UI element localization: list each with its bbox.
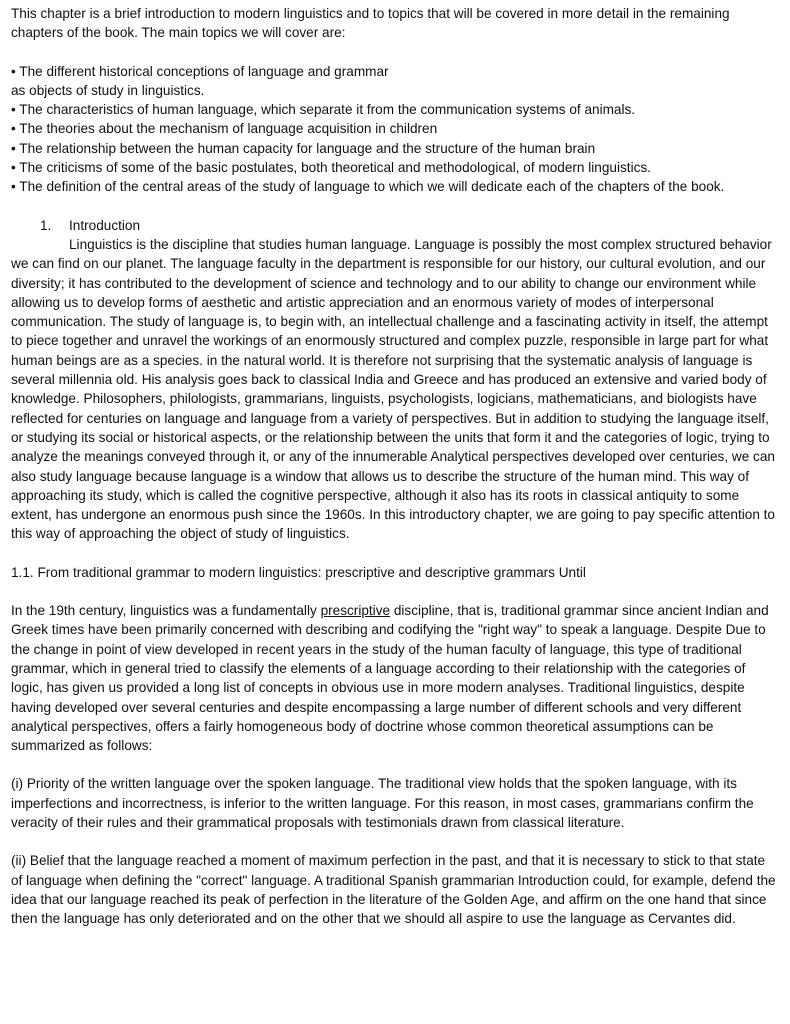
paragraph-text-end: discipline, that is, traditional grammar since ancient Indian and Greek times have been primarily concerned with describing and codifying the "right way" to speak a language. Despite Due to the change in point of view developed in recent years in the study of the human faculty of language, this type of traditional grammar, which in general tried to classify the elements of a language according to their relationship with the categories of logic, has given us provided a long list of concepts in obvious use in more modern analyses. Traditional linguistics, despite having developed over several centuries and despite encompassing a large number of different schools and very different analytical perspectives, offers a fairly homogeneous body of doctrine whose common theoretical assumptions can be summarized as follows: <box>11 603 769 754</box>
section-number: 1. <box>40 217 52 233</box>
spacer <box>11 197 780 216</box>
list-item: • The characteristics of human language, which separate it from the communication systems of animals. <box>11 102 636 118</box>
point-i-paragraph: (i) Priority of the written language over the spoken language. The traditional view holds that the spoken language, with its imperfections and incorrectness, is inferior to the written language. For this reason, in most cases, grammarians confirm the veracity of their rules and their grammatical proposals with testimonials drawn from classical literature. <box>11 776 754 830</box>
list-item: • The theories about the mechanism of language acquisition in children <box>11 121 438 137</box>
list-item: as objects of study in linguistics. <box>11 82 205 98</box>
list-item: • The relationship between the human capacity for language and the structure of the human brain <box>11 140 596 156</box>
underlined-term: prescriptive <box>320 603 391 619</box>
spacer <box>11 544 780 563</box>
spacer <box>11 832 780 851</box>
paragraph-text-start: In the 19th century, linguistics was a fundamentally <box>11 603 321 619</box>
spacer <box>11 582 780 601</box>
section-title: Introduction <box>69 217 141 233</box>
introduction-paragraph: Linguistics is the discipline that studies human language. Language is possibly the most complex structured behavior we can find on our planet. The language faculty in the department is responsible for our history, our cultural evolution, and our diversity; it has contributed to the development of science and technology and to our ability to change our environment while allowing us to develop forms of aesthetic and artistic appreciation and an enormous variety of modes of interpersonal communication. The study of language is, to begin with, an intellectual challenge and a fascinating activity in itself, the attempt to piece together and unravel the workings of an enormously structured and complex puzzle, responsible in large part for what human beings are as a species. in the natural world. It is therefore not surprising that the systematic analysis of language is several millennia old. His analysis goes back to classical India and Greece and has produced an extensive and varied body of knowledge. Philosophers, philologists, grammarians, linguists, psychologists, logicians, mathematicians, and biologists have reflected for centuries on language and language from a variety of perspectives. But in addition to studying the language itself, or studying its social or historical aspects, or the relationship between the units that form it and the categories of logic, trying to analyze the meanings conveyed through it, or any of the innumerable Analytical perspectives developed over centuries, we can also study language because language is a window that allows us to describe the structure of the human mind. This way of approaching its study, which is called the cognitive perspective, although it also has its roots in classical antiquity to some extent, has undergone an enormous push since the 1960s. In this introductory chapter, we are going to pay specific attention to this way of approaching the object of study of linguistics. <box>11 236 775 542</box>
spacer <box>11 43 780 62</box>
topics-list <box>11 62 780 197</box>
intro-paragraph: This chapter is a brief introduction to modern linguistics and to topics that will be covered in more detail in the remaining chapters of the book. The main topics we will cover are: <box>11 6 730 41</box>
prescriptive-paragraph <box>11 601 780 755</box>
subsection-heading: 1.1. From traditional grammar to modern linguistics: prescriptive and descriptive grammars Until <box>11 564 586 580</box>
list-item: • The different historical conceptions of language and grammar <box>11 63 389 79</box>
spacer <box>11 755 780 774</box>
section-heading <box>11 216 780 235</box>
list-item: • The definition of the central areas of the study of language to which we will dedicate each of the chapters of the book. <box>11 179 725 195</box>
point-ii-paragraph: (ii) Belief that the language reached a moment of maximum perfection in the past, and that it is necessary to stick to that state of language when defining the "correct" language. A traditional Spanish grammarian Introduction could, for example, defend the idea that our language reached its peak of perfection in the literature of the Golden Age, and affirm on the one hand that since then the language has only deteriorated and on the other that we should all aspire to use the language as Cervantes did. <box>11 853 776 927</box>
list-item: • The criticisms of some of the basic postulates, both theoretical and methodological, of modern linguistics. <box>11 160 651 176</box>
